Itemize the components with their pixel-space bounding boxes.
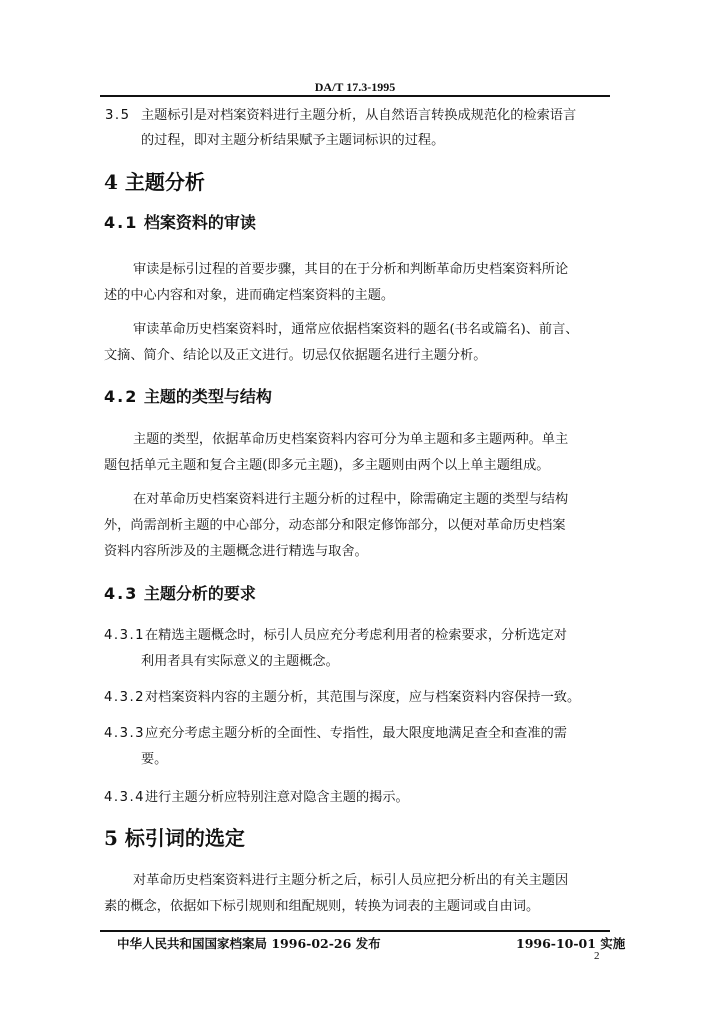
clause-3-5-line-2: 的过程，即对主题分析结果赋予主题词标识的过程。 [141,133,445,148]
section-4-1-p1-line-2: 述的中心内容和对象，进而确定档案资料的主题。 [104,288,395,303]
clause-4-3-1-line-1: 在精选主题概念时，标引人员应充分考虑利用者的检索要求，分析选定对 [145,628,567,643]
section-4-1-p1-line-1: 审读是标引过程的首要步骤，其目的在于分析和判断革命历史档案资料所论 [133,262,569,277]
section-4-3-heading [104,584,256,604]
section-5-p1-line-1: 对革命历史档案资料进行主题分析之后，标引人员应把分析出的有关主题因 [133,873,569,888]
clause-3-5-line-1: 主题标引是对档案资料进行主题分析，从自然语言转换成规范化的检索语言 [141,108,577,123]
section-4-1-p2-line-1: 审读革命历史档案资料时，通常应依据档案资料的题名(书名或篇名)、前言、 [133,322,579,337]
section-4-title: 主题分析 [124,170,205,194]
section-4-number: 4 [104,170,118,194]
section-4-1-p2-line-2: 文摘、简介、结论以及正文进行。切忌仅依据题名进行主题分析。 [104,348,487,363]
clause-4-3-4-line-1: 进行主题分析应特别注意对隐含主题的揭示。 [145,790,409,805]
section-4-1-heading [104,213,256,233]
section-4-2-p1-line-1: 主题的类型，依据革命历史档案资料内容可分为单主题和多主题两种。单主 [133,432,569,447]
clause-number-4-3-1: 4.3.1 [104,628,146,643]
section-5-number: 5 [104,826,118,850]
clause-number-3-5: 3.5 [105,108,131,123]
section-5-title: 标引词的选定 [124,826,245,850]
issue-date: 中华人民共和国国家档案局 1996-02-26 发布 [117,936,381,951]
section-4-2-number: 4.2 [104,387,139,406]
section-4-2-p2-line-2: 外，尚需剖析主题的中心部分，动态部分和限定修饰部分，以便对革命历史档案 [104,518,566,533]
clause-4-3-3-line-2: 要。 [141,752,168,767]
section-4-1-number: 4.1 [104,213,139,232]
clause-4-3-3-line-1: 应充分考虑主题分析的全面性、专指性，最大限度地满足查全和查准的需 [145,726,567,741]
clause-number-4-3-2: 4.3.2 [104,690,146,705]
standard-code-header: DA/T 17.3-1995 [314,80,396,94]
section-4-2-heading [104,387,272,407]
section-4-2-title: 主题的类型与结构 [143,387,272,406]
section-4-heading [104,170,205,194]
page-number: 2 [594,950,600,962]
clause-number-4-3-3: 4.3.3 [104,726,146,741]
clause-number-4-3-4: 4.3.4 [104,790,146,805]
section-4-2-p2-line-1: 在对革命历史档案资料进行主题分析的过程中，除需确定主题的类型与结构 [133,492,569,507]
section-4-3-number: 4.3 [104,584,139,603]
section-4-1-title: 档案资料的审读 [143,213,256,232]
header-rule [100,95,610,97]
section-5-p1-line-2: 素的概念，依据如下标引规则和组配规则，转换为词表的主题词或自由词。 [104,899,540,914]
section-4-3-title: 主题分析的要求 [143,584,256,603]
section-4-2-p1-line-2: 题包括单元主题和复合主题(即多元主题)，多主题则由两个以上单主题组成。 [104,458,550,473]
effective-date: 1996-10-01 实施 [516,936,626,951]
clause-4-3-2-line-1: 对档案资料内容的主题分析，其范围与深度，应与档案资料内容保持一致。 [145,690,581,705]
footer-rule [100,930,610,932]
section-4-2-p2-line-3: 资料内容所涉及的主题概念进行精选与取舍。 [104,544,368,559]
section-5-heading [104,826,245,850]
clause-4-3-1-line-2: 利用者具有实际意义的主题概念。 [141,654,339,669]
